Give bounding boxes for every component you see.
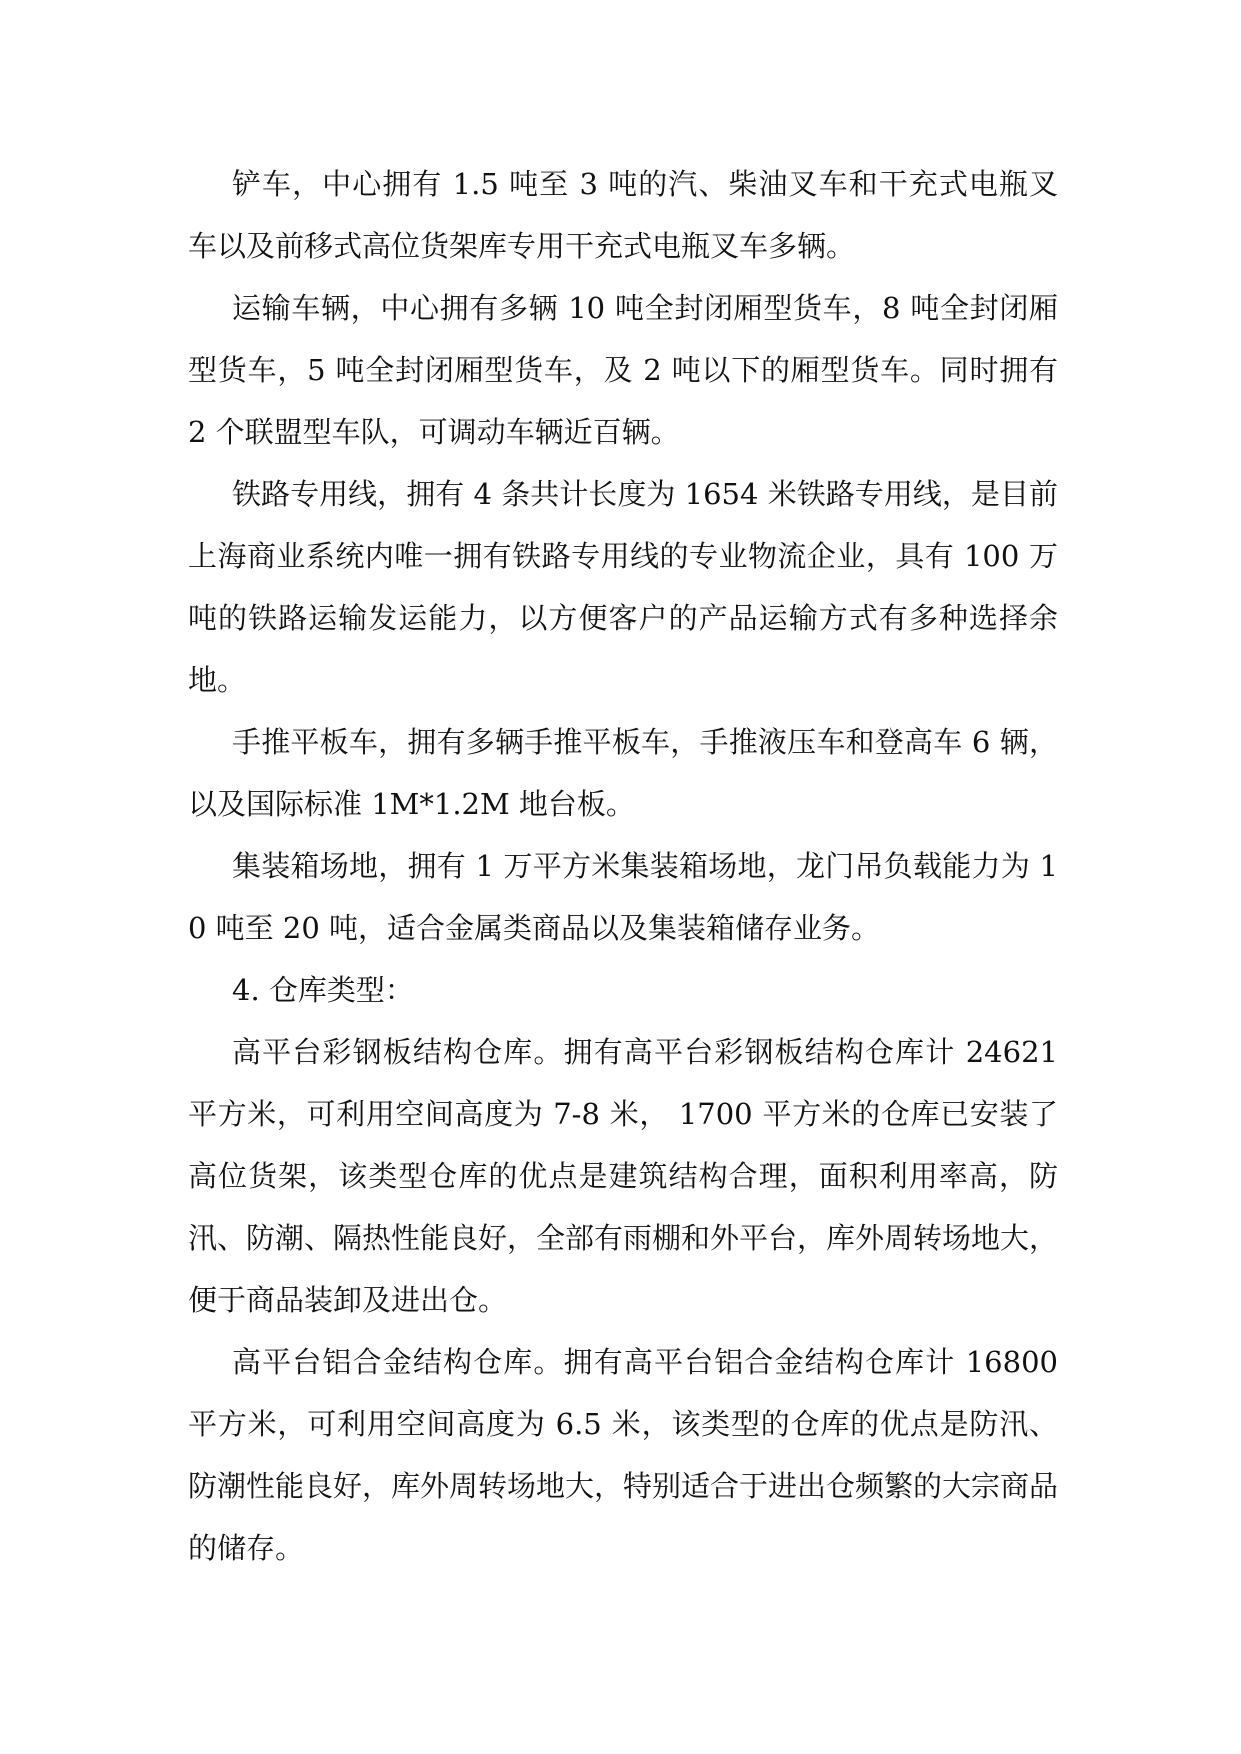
paragraph-hand-trucks: 手推平板车，拥有多辆手推平板车，手推液压车和登高车 6 辆，以及国际标准 1M*1.2M 地台板。 xyxy=(188,725,1058,821)
paragraph-steel-warehouse: 高平台彩钢板结构仓库。拥有高平台彩钢板结构仓库计 24621 平方米，可利用空间高度为 7-8 米， 1700 平方米的仓库已安装了高位货架，该类型仓库的优点是建筑结构合理，面积利用率高，防汛、防潮、隔热性能良好，全部有雨棚和外平台，库外周转场地大，便于商品装卸及进出仓。 xyxy=(188,1035,1059,1317)
paragraph-aluminum-warehouse: 高平台铝合金结构仓库。拥有高平台铝合金结构仓库计 16800 平方米，可利用空间高度为 6.5 米，该类型的仓库的优点是防汛、防潮性能良好，库外周转场地大，特别适合于进出仓频繁的大宗商品的储存。 xyxy=(188,1345,1059,1565)
document-body xyxy=(188,153,1058,1579)
paragraph-transport-vehicles: 运输车辆，中心拥有多辆 10 吨全封闭厢型货车，8 吨全封闭厢型货车，5 吨全封闭厢型货车，及 2 吨以下的厢型货车。同时拥有 2 个联盟型车队，可调动车辆近百辆。 xyxy=(188,291,1058,449)
section-heading-warehouse-types: 4. 仓库类型： xyxy=(232,973,414,1007)
paragraph-railway-line: 铁路专用线，拥有 4 条共计长度为 1654 米铁路专用线，是目前上海商业系统内唯一拥有铁路专用线的专业物流企业，具有 100 万吨的铁路运输发运能力，以方便客户的产品运输方式有多种选择余地。 xyxy=(188,477,1058,697)
paragraph-forklifts: 铲车，中心拥有 1.5 吨至 3 吨的汽、柴油叉车和干充式电瓶叉车以及前移式高位货架库专用干充式电瓶叉车多辆。 xyxy=(188,167,1058,263)
paragraph-container-yard: 集装箱场地，拥有 1 万平方米集装箱场地，龙门吊负载能力为 10 吨至 20 吨，适合金属类商品以及集装箱储存业务。 xyxy=(188,849,1058,945)
